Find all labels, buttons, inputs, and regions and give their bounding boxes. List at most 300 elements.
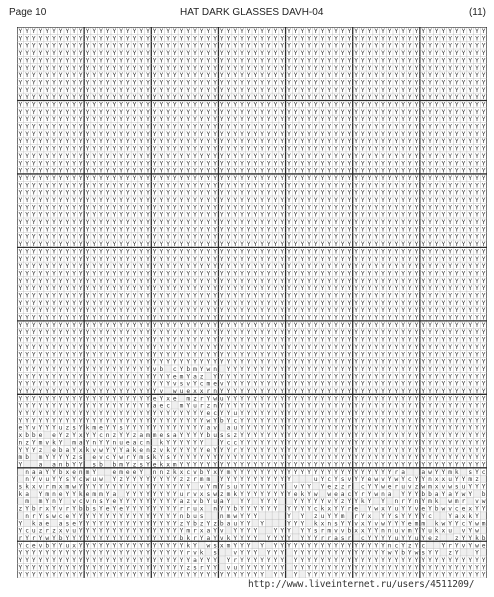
stitch-symbol: Y	[415, 175, 419, 182]
stitch-symbol: Y	[274, 285, 278, 292]
stitch-symbol: Y	[240, 307, 244, 314]
stitch-symbol: Y	[247, 344, 251, 351]
stitch-symbol: Y	[92, 153, 96, 160]
stitch-symbol: u	[428, 528, 432, 535]
stitch-symbol: Y	[206, 226, 210, 233]
stitch-symbol: Y	[99, 366, 103, 373]
stitch-symbol: Y	[341, 248, 345, 255]
stitch-symbol: Y	[408, 190, 412, 197]
stitch-symbol: Y	[247, 124, 251, 131]
stitch-symbol: Y	[314, 410, 318, 417]
stitch-symbol: Y	[260, 388, 264, 395]
stitch-symbol: Y	[186, 307, 190, 314]
stitch-symbol: Y	[314, 116, 318, 123]
stitch-symbol: Y	[173, 417, 177, 424]
stitch-symbol: Y	[92, 535, 96, 542]
stitch-symbol: Y	[166, 337, 170, 344]
stitch-symbol: Y	[482, 381, 486, 388]
stitch-symbol: m	[455, 498, 459, 505]
stitch-symbol: Y	[381, 359, 385, 366]
stitch-symbol: Y	[468, 381, 472, 388]
stitch-symbol: Y	[435, 241, 439, 248]
stitch-symbol: n	[79, 469, 83, 476]
stitch-symbol: Y	[361, 439, 365, 446]
stitch-symbol: Y	[307, 454, 311, 461]
stitch-symbol: Y	[334, 94, 338, 101]
stitch-symbol: Y	[347, 542, 351, 549]
stitch-symbol: Y	[186, 124, 190, 131]
stitch-symbol: Y	[408, 131, 412, 138]
stitch-symbol: Y	[428, 461, 432, 468]
stitch-symbol: Y	[39, 388, 43, 395]
stitch-symbol: Y	[388, 43, 392, 50]
stitch-symbol: Y	[200, 160, 204, 167]
stitch-symbol: Y	[119, 550, 123, 557]
stitch-symbol: Y	[146, 278, 150, 285]
stitch-symbol: Y	[294, 182, 298, 189]
stitch-symbol: Y	[260, 293, 264, 300]
stitch-symbol: Y	[25, 506, 29, 513]
stitch-symbol: Y	[159, 50, 163, 57]
stitch-symbol: Y	[213, 204, 217, 211]
stitch-symbol: Y	[79, 168, 83, 175]
stitch-symbol: Y	[133, 528, 137, 535]
stitch-symbol: Y	[126, 535, 130, 542]
stitch-symbol: Y	[233, 87, 237, 94]
stitch-symbol: Y	[153, 329, 157, 336]
stitch-symbol: Y	[274, 410, 278, 417]
stitch-symbol: Y	[280, 168, 284, 175]
stitch-symbol: Y	[247, 513, 251, 520]
stitch-symbol: Y	[180, 109, 184, 116]
stitch-symbol: Y	[45, 116, 49, 123]
stitch-symbol: Y	[166, 315, 170, 322]
stitch-symbol: Y	[112, 520, 116, 527]
stitch-symbol: Y	[52, 28, 56, 35]
stitch-symbol: Y	[421, 79, 425, 86]
blank-cell	[17, 475, 24, 482]
stitch-symbol: Y	[368, 447, 372, 454]
sheet-number: (11)	[469, 7, 486, 18]
stitch-symbol: Y	[468, 535, 472, 542]
stitch-symbol: Y	[327, 344, 331, 351]
stitch-symbol: Y	[415, 109, 419, 116]
stitch-symbol: Y	[462, 410, 466, 417]
stitch-symbol: Y	[435, 50, 439, 57]
stitch-symbol: Y	[260, 234, 264, 241]
stitch-symbol: Y	[394, 417, 398, 424]
stitch-symbol: Y	[146, 241, 150, 248]
stitch-symbol: Y	[381, 417, 385, 424]
stitch-symbol: Y	[233, 351, 237, 358]
stitch-symbol: a	[65, 447, 69, 454]
stitch-symbol: Y	[280, 197, 284, 204]
stitch-symbol: Y	[441, 417, 445, 424]
stitch-symbol: Y	[133, 138, 137, 145]
stitch-symbol: Y	[435, 197, 439, 204]
stitch-symbol: Y	[133, 403, 137, 410]
stitch-symbol: Y	[415, 410, 419, 417]
stitch-symbol: Y	[133, 520, 137, 527]
stitch-symbol: Y	[294, 403, 298, 410]
stitch-symbol: Y	[435, 381, 439, 388]
stitch-symbol: Y	[475, 447, 479, 454]
blank-cell	[17, 468, 24, 475]
stitch-symbol: Y	[139, 528, 143, 535]
stitch-symbol: Y	[65, 285, 69, 292]
stitch-symbol: k	[186, 535, 190, 542]
stitch-symbol: Y	[428, 425, 432, 432]
stitch-symbol: Y	[347, 234, 351, 241]
stitch-symbol: n	[59, 461, 63, 468]
stitch-symbol: Y	[180, 94, 184, 101]
stitch-symbol: Y	[99, 535, 103, 542]
stitch-symbol: Y	[307, 175, 311, 182]
stitch-symbol: Y	[408, 432, 412, 439]
stitch-symbol: Y	[482, 43, 486, 50]
stitch-symbol: Y	[354, 65, 358, 72]
stitch-symbol: Y	[39, 204, 43, 211]
stitch-symbol: Y	[347, 322, 351, 329]
stitch-symbol: Y	[206, 204, 210, 211]
stitch-symbol: Y	[59, 234, 63, 241]
stitch-symbol: Y	[99, 219, 103, 226]
stitch-symbol: Y	[280, 234, 284, 241]
stitch-symbol: Y	[267, 388, 271, 395]
stitch-symbol: Y	[193, 285, 197, 292]
stitch-symbol: e	[173, 395, 177, 402]
stitch-symbol: Y	[381, 204, 385, 211]
stitch-symbol: Y	[99, 101, 103, 108]
stitch-symbol: Y	[300, 124, 304, 131]
stitch-symbol: Y	[139, 344, 143, 351]
stitch-symbol: Y	[45, 138, 49, 145]
stitch-symbol: Y	[240, 432, 244, 439]
stitch-symbol: a	[39, 520, 43, 527]
stitch-symbol: Y	[166, 293, 170, 300]
stitch-symbol: Y	[274, 263, 278, 270]
stitch-symbol: Y	[166, 520, 170, 527]
stitch-symbol: Y	[45, 278, 49, 285]
stitch-symbol: Y	[166, 219, 170, 226]
stitch-symbol: Y	[173, 307, 177, 314]
stitch-symbol: Y	[153, 197, 157, 204]
stitch-symbol: Y	[99, 241, 103, 248]
stitch-symbol: Y	[287, 124, 291, 131]
stitch-symbol: Y	[394, 315, 398, 322]
stitch-symbol: Y	[334, 337, 338, 344]
stitch-symbol: Y	[448, 315, 452, 322]
stitch-symbol: Y	[92, 79, 96, 86]
stitch-symbol: Y	[200, 256, 204, 263]
stitch-symbol: a	[32, 469, 36, 476]
stitch-symbol: Y	[361, 94, 365, 101]
blank-cell	[453, 527, 460, 534]
stitch-symbol: Y	[354, 248, 358, 255]
stitch-symbol: Y	[274, 234, 278, 241]
stitch-symbol: Y	[415, 87, 419, 94]
stitch-symbol: Y	[381, 50, 385, 57]
stitch-symbol: Y	[280, 57, 284, 64]
stitch-symbol: Y	[421, 197, 425, 204]
stitch-symbol: Y	[247, 491, 251, 498]
stitch-symbol: Y	[99, 234, 103, 241]
stitch-symbol: Y	[468, 190, 472, 197]
stitch-symbol: Y	[18, 447, 22, 454]
stitch-symbol: Y	[394, 131, 398, 138]
stitch-symbol: Y	[394, 182, 398, 189]
stitch-symbol: Y	[428, 65, 432, 72]
stitch-symbol: Y	[106, 381, 110, 388]
stitch-symbol: Y	[274, 72, 278, 79]
stitch-symbol: Y	[86, 234, 90, 241]
stitch-symbol: Y	[106, 204, 110, 211]
stitch-symbol: Y	[180, 234, 184, 241]
stitch-symbol: Y	[455, 351, 459, 358]
stitch-symbol: Y	[421, 87, 425, 94]
stitch-symbol: Y	[394, 175, 398, 182]
stitch-symbol: Y	[274, 337, 278, 344]
stitch-symbol: Y	[240, 138, 244, 145]
stitch-symbol: Y	[482, 425, 486, 432]
stitch-symbol: Y	[468, 337, 472, 344]
blank-cell	[393, 490, 400, 497]
stitch-symbol: Y	[220, 50, 224, 57]
stitch-symbol: Y	[294, 315, 298, 322]
stitch-symbol: Y	[327, 57, 331, 64]
stitch-symbol: Y	[455, 410, 459, 417]
stitch-symbol: Y	[462, 270, 466, 277]
stitch-symbol: Y	[415, 131, 419, 138]
stitch-symbol: Y	[280, 388, 284, 395]
stitch-symbol: Y	[388, 535, 392, 542]
stitch-symbol: Y	[294, 461, 298, 468]
stitch-symbol: Y	[153, 425, 157, 432]
stitch-symbol: Y	[173, 241, 177, 248]
stitch-symbol: m	[180, 373, 184, 380]
stitch-symbol: Y	[79, 535, 83, 542]
stitch-symbol: Y	[159, 425, 163, 432]
stitch-symbol: Y	[39, 168, 43, 175]
stitch-symbol: Y	[300, 307, 304, 314]
stitch-symbol: Y	[126, 425, 130, 432]
stitch-symbol: n	[92, 498, 96, 505]
stitch-symbol: Y	[354, 87, 358, 94]
stitch-symbol: Y	[381, 182, 385, 189]
stitch-symbol: Y	[267, 337, 271, 344]
stitch-symbol: Y	[280, 307, 284, 314]
stitch-symbol: Y	[267, 359, 271, 366]
stitch-symbol: Y	[462, 417, 466, 424]
stitch-symbol: Y	[260, 35, 264, 42]
stitch-symbol: Y	[307, 263, 311, 270]
stitch-symbol: Y	[253, 278, 257, 285]
stitch-symbol: Y	[435, 315, 439, 322]
stitch-symbol: Y	[227, 197, 231, 204]
stitch-symbol: Y	[240, 417, 244, 424]
stitch-symbol: Y	[314, 351, 318, 358]
stitch-symbol: Y	[233, 212, 237, 219]
stitch-symbol: Y	[112, 65, 116, 72]
stitch-symbol: Y	[300, 388, 304, 395]
stitch-symbol: Y	[368, 366, 372, 373]
stitch-symbol: Y	[475, 329, 479, 336]
stitch-symbol: Y	[455, 160, 459, 167]
stitch-symbol: Y	[401, 109, 405, 116]
stitch-symbol: Y	[18, 329, 22, 336]
stitch-symbol: Y	[327, 248, 331, 255]
stitch-symbol: Y	[388, 109, 392, 116]
stitch-symbol: Y	[206, 219, 210, 226]
stitch-symbol: Y	[321, 101, 325, 108]
stitch-symbol: Y	[455, 417, 459, 424]
stitch-symbol: Y	[314, 160, 318, 167]
stitch-symbol: b	[86, 506, 90, 513]
stitch-symbol: Y	[274, 528, 278, 535]
stitch-symbol: Y	[79, 65, 83, 72]
stitch-symbol: Y	[401, 351, 405, 358]
stitch-symbol: Y	[462, 263, 466, 270]
stitch-symbol: Y	[455, 447, 459, 454]
stitch-symbol: Y	[146, 285, 150, 292]
stitch-symbol: Y	[435, 278, 439, 285]
stitch-symbol: Y	[280, 65, 284, 72]
stitch-symbol: Y	[482, 248, 486, 255]
stitch-symbol: Y	[65, 315, 69, 322]
blank-cell	[84, 460, 91, 467]
stitch-symbol: Y	[133, 315, 137, 322]
stitch-symbol: Y	[133, 87, 137, 94]
stitch-symbol: Y	[441, 439, 445, 446]
stitch-symbol: Y	[233, 322, 237, 329]
stitch-symbol: Y	[441, 197, 445, 204]
stitch-symbol: Y	[388, 101, 392, 108]
stitch-symbol: Y	[86, 248, 90, 255]
stitch-symbol: Y	[361, 160, 365, 167]
stitch-symbol: Y	[92, 101, 96, 108]
stitch-symbol: Y	[354, 234, 358, 241]
stitch-symbol: Y	[475, 190, 479, 197]
stitch-symbol: Y	[368, 417, 372, 424]
stitch-symbol: Y	[314, 212, 318, 219]
stitch-symbol: Y	[448, 190, 452, 197]
stitch-symbol: Y	[274, 498, 278, 505]
stitch-symbol: n	[415, 498, 419, 505]
stitch-symbol: Y	[401, 278, 405, 285]
stitch-symbol: u	[32, 528, 36, 535]
stitch-symbol: Y	[72, 226, 76, 233]
stitch-symbol: Y	[267, 138, 271, 145]
stitch-symbol: a	[220, 498, 224, 505]
stitch-symbol: Y	[159, 190, 163, 197]
stitch-symbol: Y	[374, 138, 378, 145]
stitch-symbol: Y	[468, 43, 472, 50]
stitch-symbol: Y	[106, 248, 110, 255]
stitch-symbol: Y	[374, 226, 378, 233]
stitch-symbol: Y	[462, 190, 466, 197]
stitch-symbol: Y	[153, 79, 157, 86]
stitch-symbol: Y	[361, 447, 365, 454]
stitch-symbol: Y	[341, 520, 345, 527]
stitch-symbol: Y	[327, 300, 331, 307]
stitch-symbol: Y	[153, 248, 157, 255]
stitch-symbol: Y	[441, 278, 445, 285]
stitch-symbol: Y	[32, 344, 36, 351]
stitch-symbol: Y	[435, 329, 439, 336]
stitch-symbol: m	[173, 461, 177, 468]
stitch-symbol: Y	[166, 248, 170, 255]
stitch-symbol: Y	[374, 248, 378, 255]
stitch-symbol: Y	[45, 50, 49, 57]
stitch-symbol: Y	[233, 373, 237, 380]
stitch-symbol: Y	[307, 417, 311, 424]
stitch-symbol: Y	[52, 226, 56, 233]
stitch-symbol: Y	[79, 160, 83, 167]
stitch-symbol: Y	[361, 432, 365, 439]
stitch-symbol: Y	[341, 278, 345, 285]
stitch-symbol: Y	[240, 219, 244, 226]
stitch-symbol: Y	[139, 234, 143, 241]
stitch-symbol: Y	[92, 395, 96, 402]
stitch-symbol: Y	[233, 476, 237, 483]
stitch-symbol: Y	[321, 359, 325, 366]
stitch-symbol: Y	[388, 256, 392, 263]
stitch-symbol: Y	[126, 300, 130, 307]
stitch-symbol: Y	[112, 146, 116, 153]
stitch-symbol: Y	[462, 461, 466, 468]
stitch-symbol: Y	[428, 204, 432, 211]
stitch-symbol: Y	[52, 315, 56, 322]
stitch-symbol: Y	[220, 263, 224, 270]
stitch-symbol: Y	[334, 293, 338, 300]
stitch-symbol: Y	[193, 79, 197, 86]
stitch-symbol: Y	[25, 381, 29, 388]
stitch-symbol: Y	[52, 87, 56, 94]
stitch-symbol: Y	[166, 197, 170, 204]
stitch-symbol: Y	[374, 300, 378, 307]
stitch-symbol: Y	[415, 241, 419, 248]
stitch-symbol: Y	[482, 138, 486, 145]
stitch-symbol: Y	[119, 498, 123, 505]
stitch-symbol: Y	[307, 439, 311, 446]
stitch-symbol: Y	[52, 116, 56, 123]
stitch-symbol: Y	[139, 50, 143, 57]
stitch-symbol: Y	[421, 403, 425, 410]
blank-cell	[433, 541, 440, 548]
stitch-symbol: Y	[462, 256, 466, 263]
stitch-symbol: Y	[408, 256, 412, 263]
stitch-symbol: Y	[213, 300, 217, 307]
stitch-symbol: Y	[260, 256, 264, 263]
stitch-symbol: Y	[468, 168, 472, 175]
stitch-symbol: Y	[415, 50, 419, 57]
stitch-symbol: Y	[260, 263, 264, 270]
stitch-symbol: Y	[146, 307, 150, 314]
stitch-symbol: Y	[18, 35, 22, 42]
stitch-symbol: Y	[354, 395, 358, 402]
stitch-symbol: Y	[368, 72, 372, 79]
stitch-symbol: Y	[126, 293, 130, 300]
stitch-symbol: Y	[428, 87, 432, 94]
stitch-symbol: Y	[173, 484, 177, 491]
stitch-symbol: Y	[65, 550, 69, 557]
stitch-symbol: Y	[206, 454, 210, 461]
stitch-symbol: Y	[327, 425, 331, 432]
stitch-symbol: Y	[119, 307, 123, 314]
stitch-symbol: Y	[146, 520, 150, 527]
stitch-symbol: Y	[341, 432, 345, 439]
stitch-symbol: Y	[32, 168, 36, 175]
